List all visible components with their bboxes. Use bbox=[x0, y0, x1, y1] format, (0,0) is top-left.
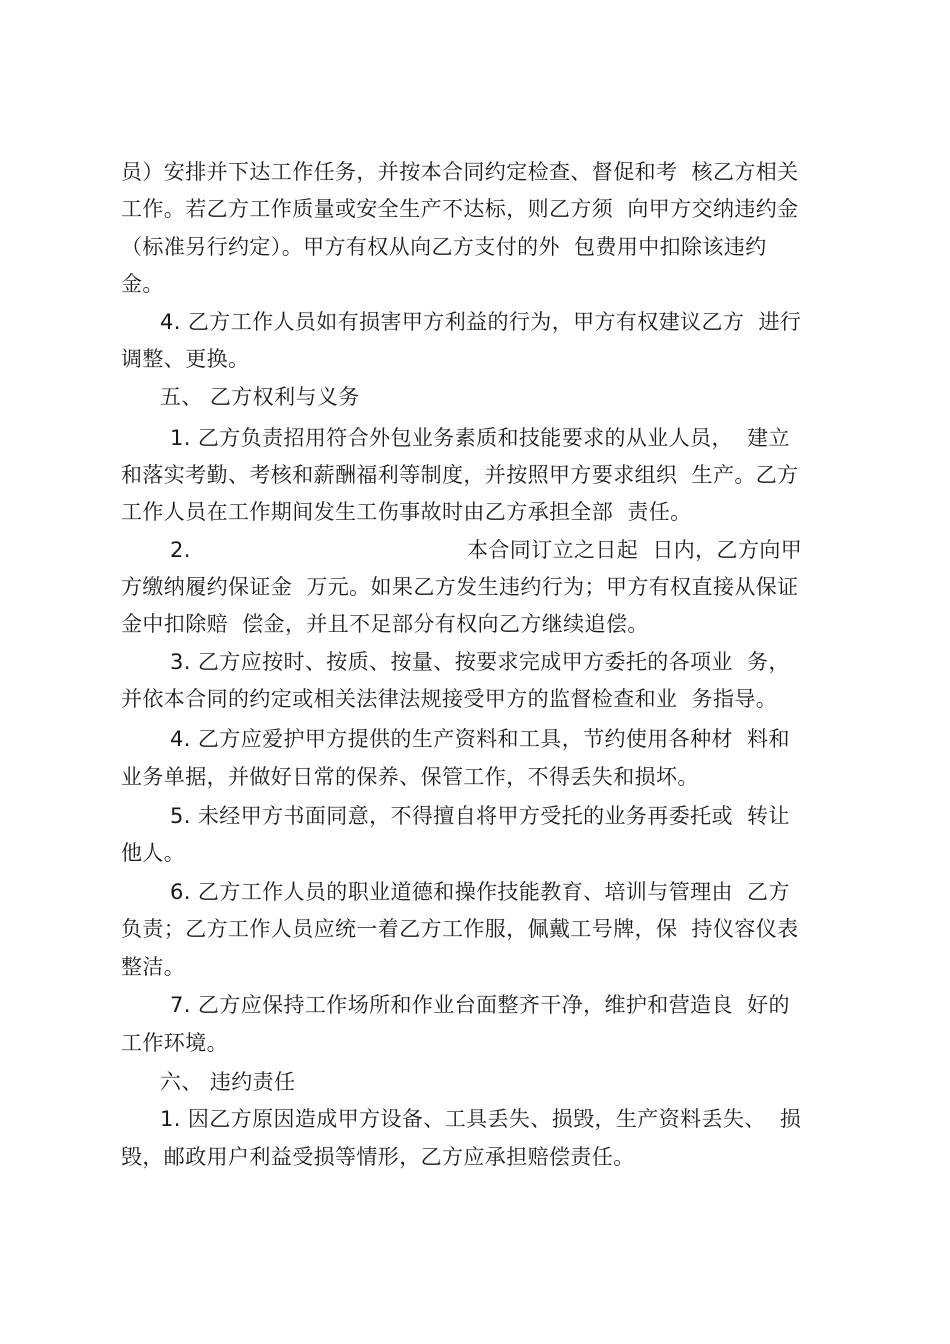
text-line: 调整、更换。 bbox=[121, 347, 250, 371]
text-line: 业务单据，并做好日常的保养、保管工作，不得丢失和损坏。 bbox=[121, 765, 699, 789]
text-line: 整洁。 bbox=[121, 955, 186, 979]
text-line: 本合同订立之日起 日内，乙方向甲 bbox=[467, 538, 803, 562]
text-line: 6. 乙方工作人员的职业道德和操作技能教育、培训与管理由 乙方 bbox=[170, 880, 790, 904]
text-line: 金。 bbox=[121, 272, 164, 296]
text-line: 他人。 bbox=[121, 841, 186, 865]
text-line: 5. 未经甲方书面同意，不得擅自将甲方受托的业务再委托或 转让 bbox=[170, 804, 790, 828]
text-line: 工作环境。 bbox=[121, 1031, 228, 1055]
text-line: 1. 乙方负责招用符合外包业务素质和技能要求的从业人员， 建立 bbox=[170, 426, 790, 450]
text-line: 4. 乙方工作人员如有损害甲方利益的行为，甲方有权建议乙方 进行 bbox=[160, 310, 802, 334]
text-line: 工作。若乙方工作质量或安全生产不达标，则乙方须 向甲方交纳违约金 bbox=[121, 197, 799, 221]
text-line: 2. bbox=[170, 538, 191, 562]
section-heading: 六、 违约责任 bbox=[160, 1070, 296, 1094]
text-line: 方缴纳履约保证金 万元。如果乙方发生违约行为；甲方有权直接从保证 bbox=[121, 575, 799, 599]
text-line: （标准另行约定）。甲方有权从向乙方支付的外 包费用中扣除该违约 bbox=[121, 235, 767, 259]
text-line: 7. 乙方应保持工作场所和作业台面整齐干净，维护和营造良 好的 bbox=[170, 993, 790, 1017]
text-line: 毁，邮政用户利益受损等情形，乙方应承担赔偿责任。 bbox=[121, 1145, 635, 1169]
text-line: 金中扣除赔 偿金，并且不足部分有权向乙方继续追偿。 bbox=[121, 612, 649, 636]
text-line: 3. 乙方应按时、按质、按量、按要求完成甲方委托的各项业 务， bbox=[170, 650, 790, 674]
text-line: 工作人员在工作期间发生工伤事故时由乙方承担全部 责任。 bbox=[121, 500, 692, 524]
text-line: 和落实考勤、考核和薪酬福利等制度，并按照甲方要求组织 生产。乙方 bbox=[121, 463, 799, 487]
text-line: 4. 乙方应爱护甲方提供的生产资料和工具，节约使用各种材 料和 bbox=[170, 727, 790, 751]
section-heading: 五、 乙方权利与义务 bbox=[160, 385, 360, 409]
text-line: 1. 因乙方原因造成甲方设备、工具丢失、损毁，生产资料丢失、 损 bbox=[160, 1107, 802, 1131]
text-line: 员）安排并下达工作任务，并按本合同约定检查、督促和考 核乙方相关 bbox=[121, 160, 799, 184]
text-line: 并依本合同的约定或相关法律法规接受甲方的监督检查和业 务指导。 bbox=[121, 687, 778, 711]
text-line: 负责；乙方工作人员应统一着乙方工作服，佩戴工号牌，保 持仪容仪表 bbox=[121, 917, 799, 941]
